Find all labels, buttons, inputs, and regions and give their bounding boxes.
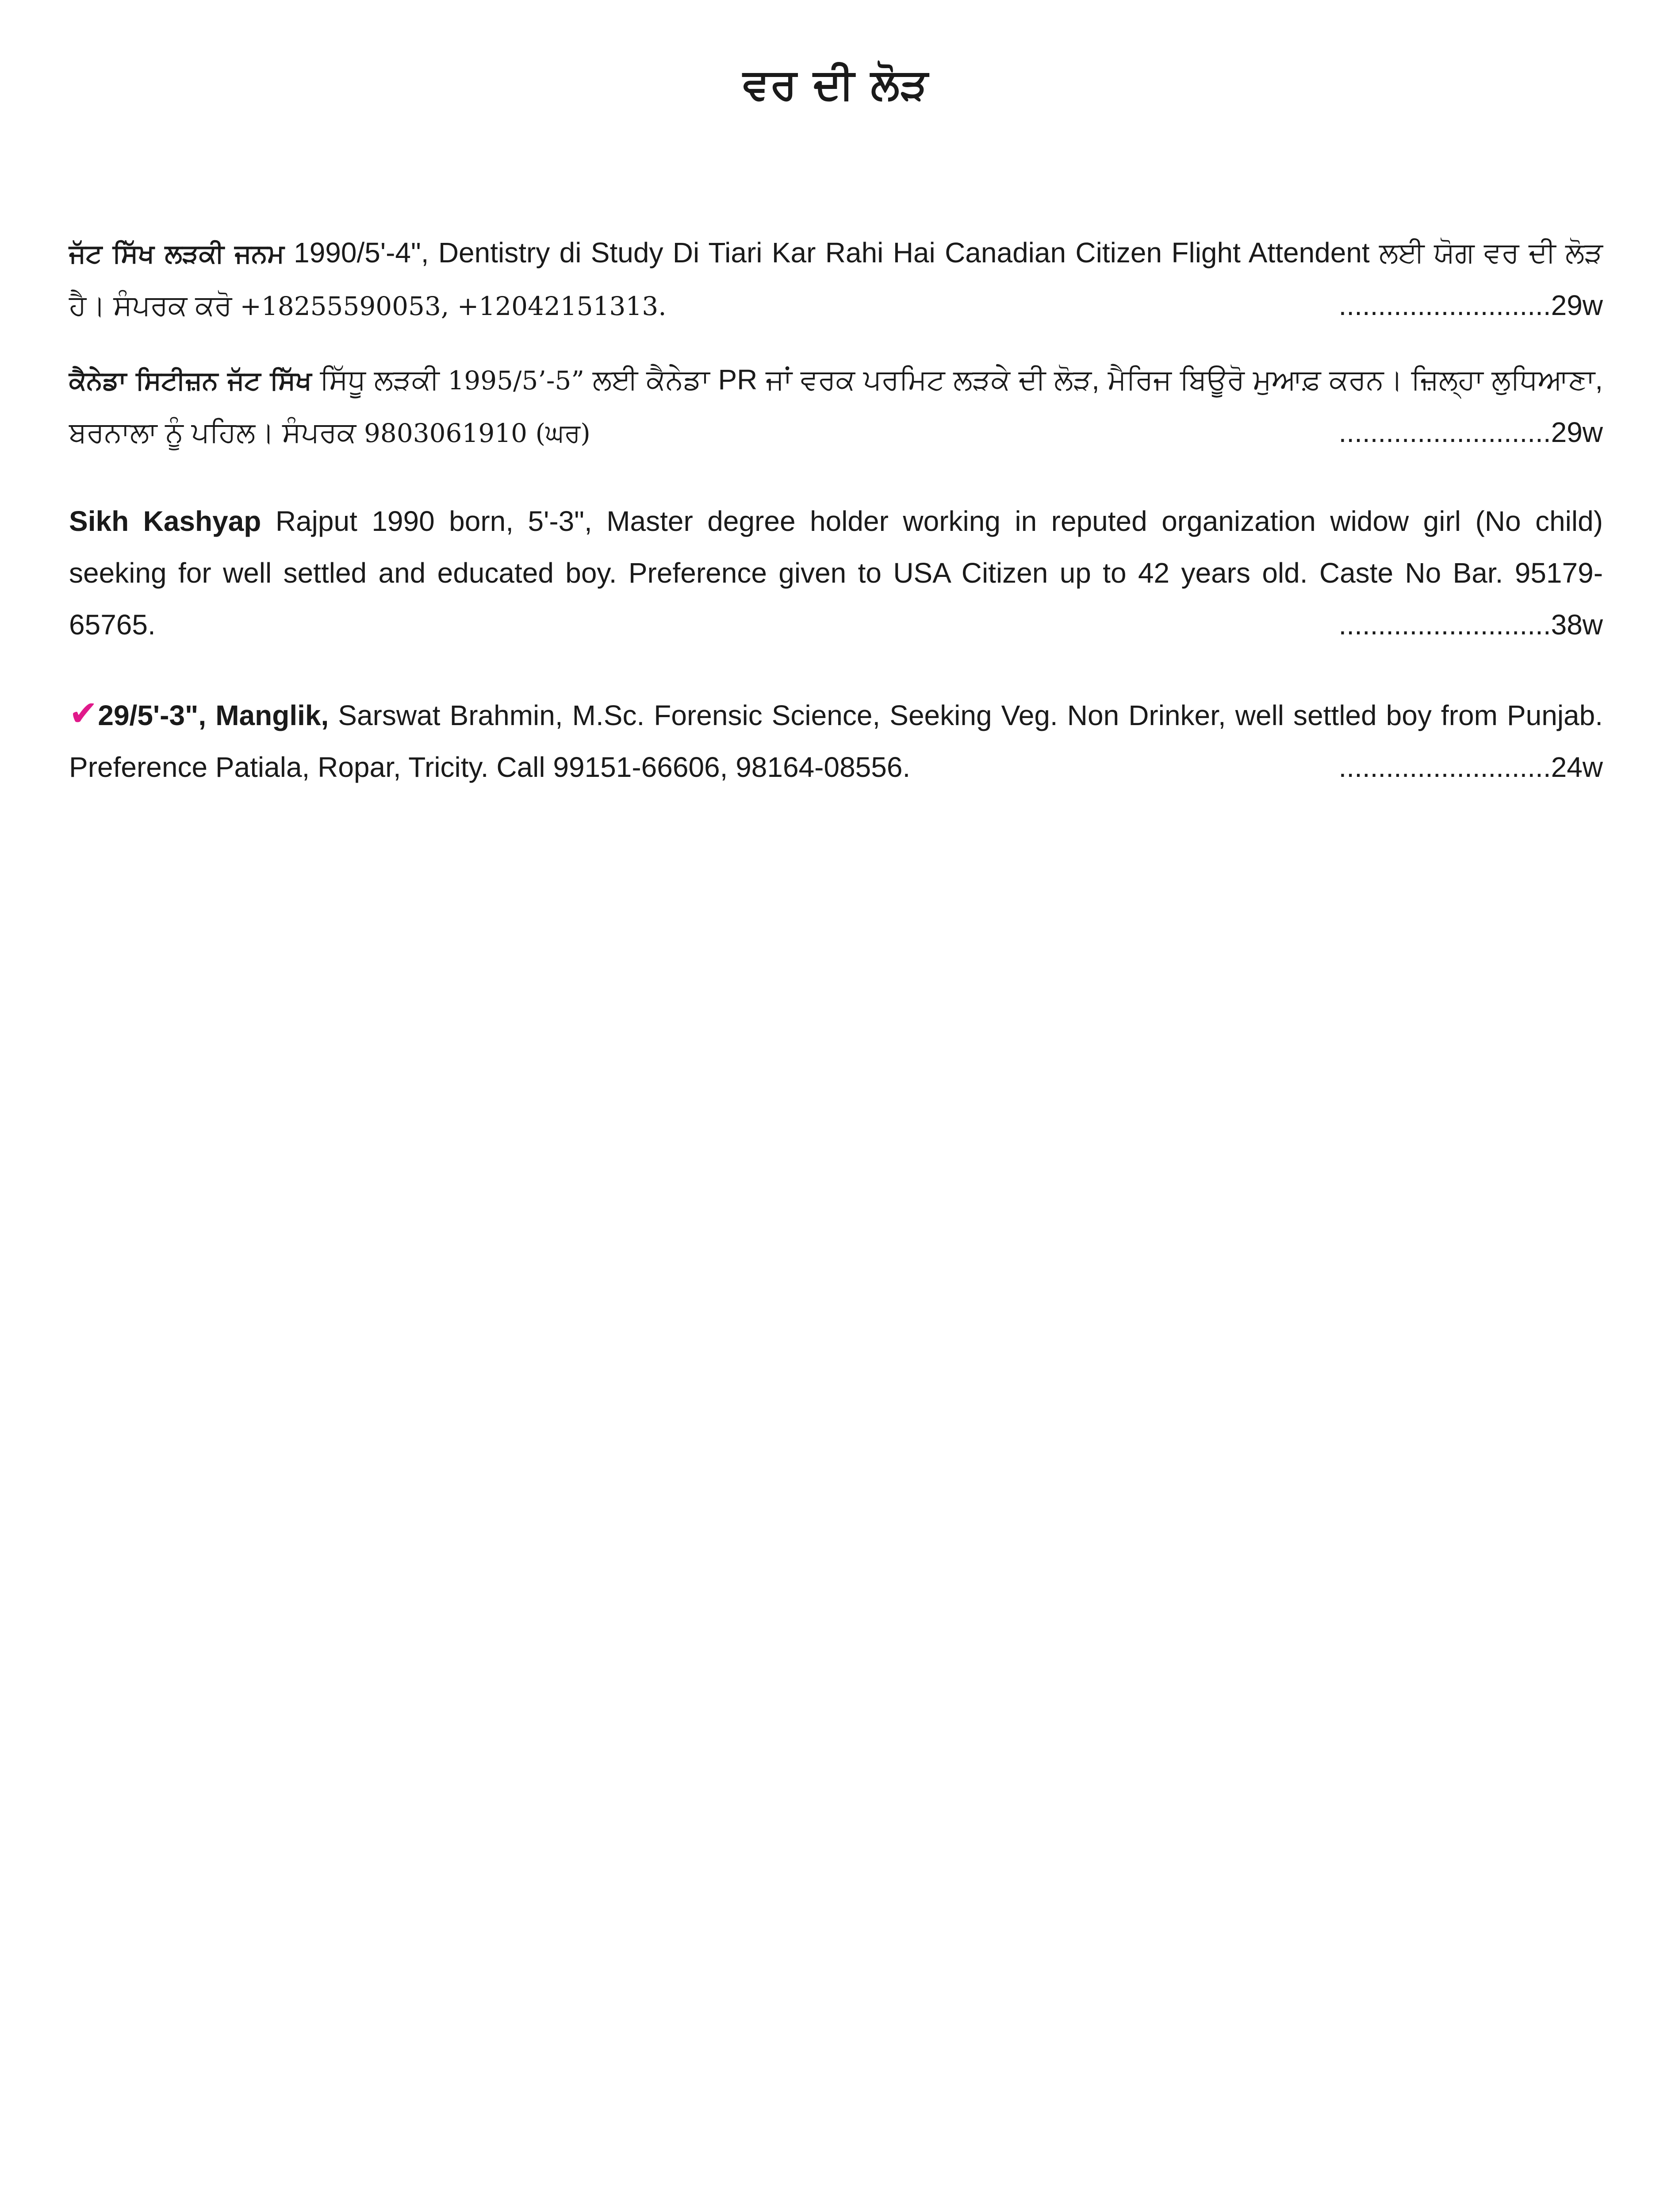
ad-lead: Sikh Kashyap: [69, 505, 261, 537]
ad-numeric: 1995/5’-5”: [448, 365, 585, 396]
classified-ad: [69, 227, 1603, 332]
classified-ad: [69, 354, 1603, 459]
classified-ad: [69, 495, 1603, 651]
ad-lead: ਜੱਟ ਸਿੱਖ ਲੜਕੀ ਜਨਮ: [69, 238, 284, 269]
ad-phone: +18255590053, +12042151313.: [240, 291, 667, 321]
checkmark-icon: ✔: [69, 694, 98, 733]
ad-reference: ...........................29w: [1338, 416, 1603, 448]
ad-lead: 29/5'-3", Manglik,: [98, 699, 329, 731]
ad-body: Rajput 1990 born, 5'-3", Master degree holder working in reputed organization widow girl (No child) seeking for well settled and educated boy. Preference given to USA Citizen up to 42 years old. Caste No Bar. 95179-65765.: [69, 505, 1603, 641]
ad-reference: ...........................38w: [1338, 609, 1603, 641]
ad-lead: ਕੈਨੇਡਾ ਸਿਟੀਜ਼ਨ ਜੱਟ ਸਿੱਖ: [69, 365, 312, 396]
classified-ad: [69, 688, 1603, 793]
ad-reference: ...........................29w: [1338, 289, 1603, 321]
ad-body: ਲਈ ਕੈਨੇਡਾ PR ਜਾਂ ਵਰਕ ਪਰਮਿਟ ਲੜਕੇ ਦੀ ਲੋੜ, ਮੈਰਿਜ ਬਿਊਰੋ ਮੁਆਫ਼ ਕਰਨ। ਜ਼ਿਲ੍ਹਾ ਲੁਧਿਆਣਾ, ਬਰਨਾਲਾ ਨੂੰ ਪਹਿਲ। ਸੰਪਰਕ: [69, 364, 1603, 448]
page-title: ਵਰ ਦੀ ਲੋੜ: [743, 59, 929, 109]
ad-reference: ...........................24w: [1338, 751, 1603, 783]
ad-body: ਸਿੱਧੂ ਲੜਕੀ: [311, 364, 448, 396]
ad-phone: 9803061910 (ਘਰ): [364, 418, 590, 448]
ad-body: 1990/5'-4", Dentistry di Study Di Tiari Kar Rahi Hai Canadian Citizen Flight Attendent ਲਈ ਯੋਗ ਵਰ ਦੀ ਲੋੜ ਹੈ। ਸੰਪਰਕ ਕਰੋ: [69, 237, 1603, 321]
ad-body: Sarswat Brahmin, M.Sc. Forensic Science, Seeking Veg. Non Drinker, well settled boy from Punjab. Preference Patiala, Ropar, Tricity. Call 99151-66606, 98164-08556.: [69, 699, 1603, 783]
